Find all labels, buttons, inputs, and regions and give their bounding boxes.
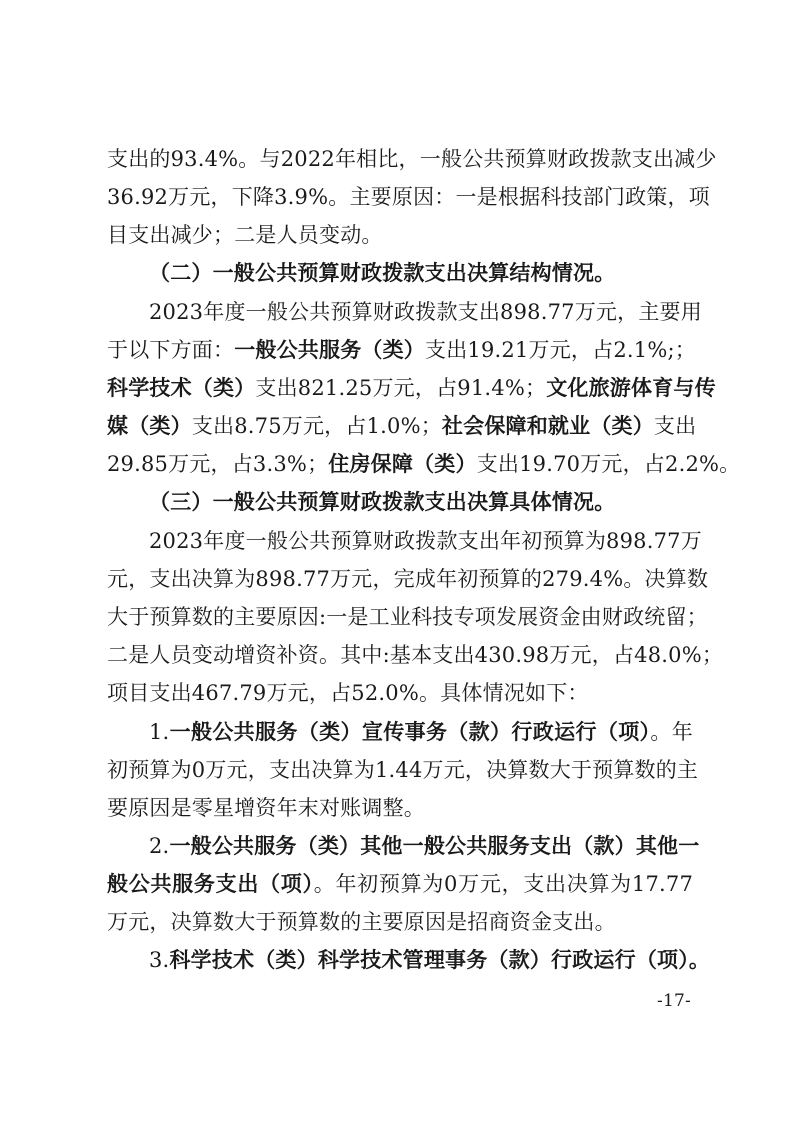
list-item-2: 2.一般公共服务（类）其他一般公共服务支出（款）其他一	[149, 833, 700, 858]
paragraph-line: 大于预算数的主要原因:一是工业科技专项发展资金由财政统留；	[107, 605, 708, 629]
paragraph-line: 万元，决算数大于预算数的主要原因是招商资金支出。	[107, 910, 616, 934]
paragraph-line: 目支出减少；二是人员变动。	[107, 223, 383, 247]
paragraph-line: 29.85万元，占3.3%；住房保障（类）支出19.70万元，占2.2%。	[107, 451, 741, 476]
paragraph-line: 初预算为0万元，支出决算为1.44万元，决算数大于预算数的主	[107, 758, 699, 782]
paragraph-line: 支出的93.4%。与2022年相比，一般公共预算财政拨款支出减少	[107, 147, 717, 171]
paragraph-line: 般公共服务支出（项）。年初预算为0万元，支出决算为17.77	[107, 871, 694, 896]
paragraph-line: 2023年度一般公共预算财政拨款支出898.77万元，主要用	[149, 300, 702, 324]
paragraph-line: 于以下方面：一般公共服务（类）支出19.21万元，占2.1%;；	[107, 337, 696, 362]
list-item-1: 1.一般公共服务（类）宣传事务（款）行政运行（项）。年	[149, 719, 693, 744]
paragraph-line: 2023年度一般公共预算财政拨款支出年初预算为898.77万	[149, 529, 702, 553]
paragraph-line: 二是人员变动增资补资。其中:基本支出430.98万元，占48.0%；	[107, 643, 724, 667]
list-item-3: 3.科学技术（类）科学技术管理事务（款）行政运行（项）。	[149, 947, 711, 972]
page-number: -17-	[657, 991, 691, 1011]
paragraph-line: 科学技术（类）支出821.25万元，占91.4%；文化旅游体育与传	[107, 375, 716, 400]
section-heading-2: （二）一般公共预算财政拨款支出决算结构情况。	[149, 260, 616, 285]
paragraph-line: 项目支出467.79万元，占52.0%。具体情况如下：	[107, 681, 589, 705]
paragraph-line: 36.92万元，下降3.9%。主要原因：一是根据科技部门政策，项	[107, 185, 710, 209]
paragraph-line: 媒（类）支出8.75万元，占1.0%；社会保障和就业（类）支出	[107, 413, 697, 438]
section-heading-3: （三）一般公共预算财政拨款支出决算具体情况。	[149, 489, 616, 514]
paragraph-line: 元，支出决算为898.77万元，完成年初预算的279.4%。决算数	[107, 567, 709, 591]
paragraph-line: 要原因是零星增资年末对账调整。	[107, 796, 425, 820]
